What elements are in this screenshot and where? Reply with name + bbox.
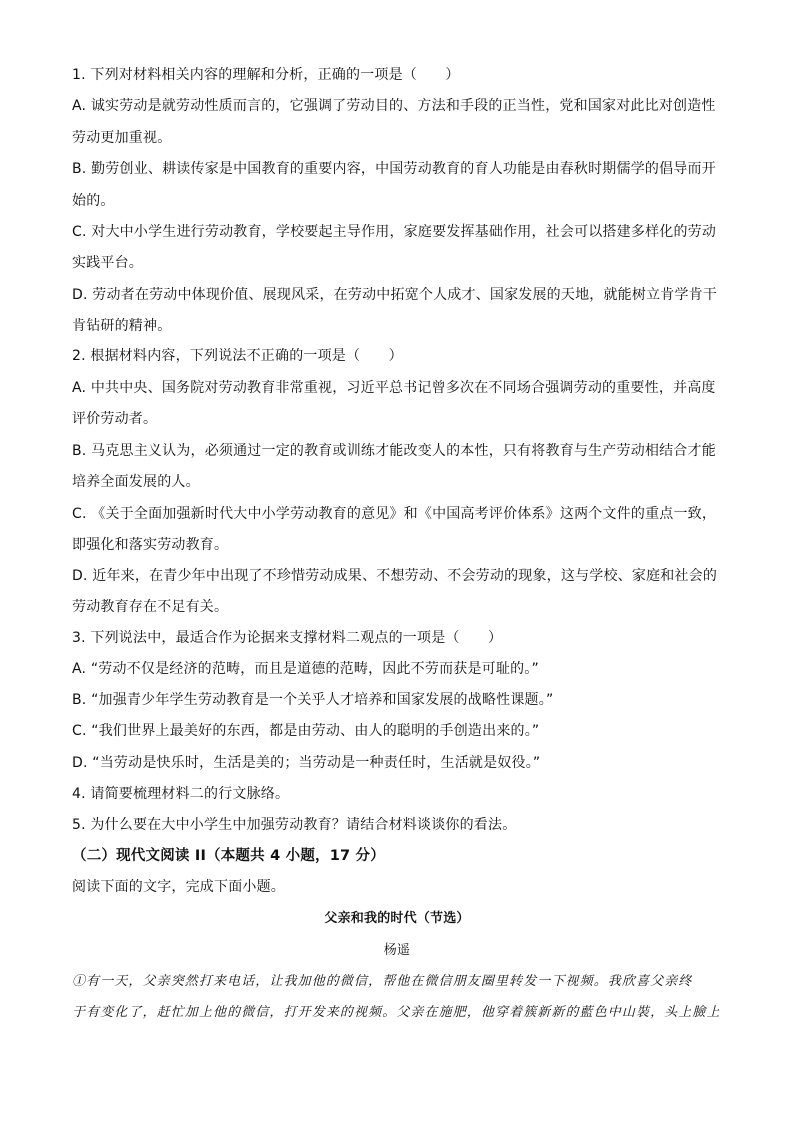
q1-option-c: C. 对大中小学生进行劳动教育，学校要起主导作用，家庭要发挥基础作用，社会可以搭建多样化的劳动 bbox=[72, 224, 717, 240]
q1-option-d: D. 劳动者在劳动中体现价值、展现风采，在劳动中拓宽个人成才、国家发展的天地，就能树立肯学肯干 bbox=[72, 287, 718, 303]
q5-stem: 5. 为什么要在大中小学生中加强劳动教育？请结合材料谈谈你的看法。 bbox=[72, 817, 517, 833]
q3-stem: 3. 下列说法中，最适合作为论据来支撑材料二观点的一项是（ ） bbox=[72, 630, 503, 646]
q3-option-d: D. “当劳动是快乐时，生活是美的；当劳动是一种责任时，生活就是奴役。” bbox=[72, 755, 541, 771]
passage-paragraph-line: 于有变化了，赶忙加上他的微信，打开发来的视频。父亲在施肥，他穿着簇新新的藍色中山裝，头上臉上 bbox=[72, 1005, 721, 1020]
q1-option-d-cont: 肯钻研的精神。 bbox=[72, 318, 172, 334]
q2-option-d: D. 近年来，在青少年中出现了不珍惜劳动成果、不想劳动、不会劳动的现象，这与学校、家庭和社会的 bbox=[72, 568, 718, 584]
q1-option-b-cont: 始的。 bbox=[72, 193, 115, 209]
section-instruction: 阅读下面的文字，完成下面小题。 bbox=[72, 879, 285, 895]
q4-stem: 4. 请简要梳理材料二的行文脉络。 bbox=[72, 786, 290, 802]
passage-title: 父亲和我的时代（节选） bbox=[324, 911, 470, 926]
q1-option-a-cont: 劳动更加重视。 bbox=[72, 130, 172, 146]
q3-option-c: C. “我们世界上最美好的东西，都是由劳动、由人的聪明的手创造出来的。” bbox=[72, 723, 540, 739]
section-heading: （二）现代文阅读 II（本题共 4 小题，17 分） bbox=[72, 848, 385, 864]
q1-option-b: B. 勤劳创业、耕读传家是中国教育的重要内容，中国劳动教育的育人功能是由春秋时期儒学的倡导而开 bbox=[72, 161, 716, 177]
q2-option-c: C. 《关于全面加强新时代大中小学劳动教育的意见》和《中国高考评价体系》这两个文件的重点一致， bbox=[72, 506, 717, 522]
q2-option-c-cont: 即强化和落实劳动教育。 bbox=[72, 537, 229, 553]
q2-option-a: A. 中共中央、国务院对劳动教育非常重视，习近平总书记曾多次在不同场合强调劳动的重要性，并高度 bbox=[72, 380, 716, 396]
q2-option-b: B. 马克思主义认为，必须通过一定的教育或训练才能改变人的本性，只有将教育与生产劳动相结合才能 bbox=[72, 443, 716, 459]
q1-option-c-cont: 实践平台。 bbox=[72, 255, 143, 271]
q2-stem: 2. 根据材料内容，下列说法不正确的一项是（ ） bbox=[72, 348, 403, 364]
q1-stem: 1. 下列对材料相关内容的理解和分析，正确的一项是（ ） bbox=[72, 67, 460, 83]
passage-author: 杨遥 bbox=[383, 943, 411, 958]
q3-option-b: B. “加强青少年学生劳动教育是一个关乎人才培养和国家发展的战略性课题。” bbox=[72, 692, 554, 708]
q3-option-a: A. “劳动不仅是经济的范畴，而且是道德的范畴，因此不劳而获是可耻的。” bbox=[72, 661, 539, 677]
passage-paragraph-line: ①有一天，父亲突然打来电话，让我加他的微信，帮他在微信朋友圈里转发一下视频。我欣喜父亲终 bbox=[72, 974, 693, 989]
q2-option-a-cont: 评价劳动者。 bbox=[72, 411, 158, 427]
q1-option-a: A. 诚实劳动是就劳动性质而言的，它强调了劳动目的、方法和手段的正当性，党和国家对此比对创造性 bbox=[72, 98, 716, 114]
q2-option-b-cont: 培养全面发展的人。 bbox=[72, 474, 200, 490]
q2-option-d-cont: 劳动教育存在不足有关。 bbox=[72, 599, 229, 615]
